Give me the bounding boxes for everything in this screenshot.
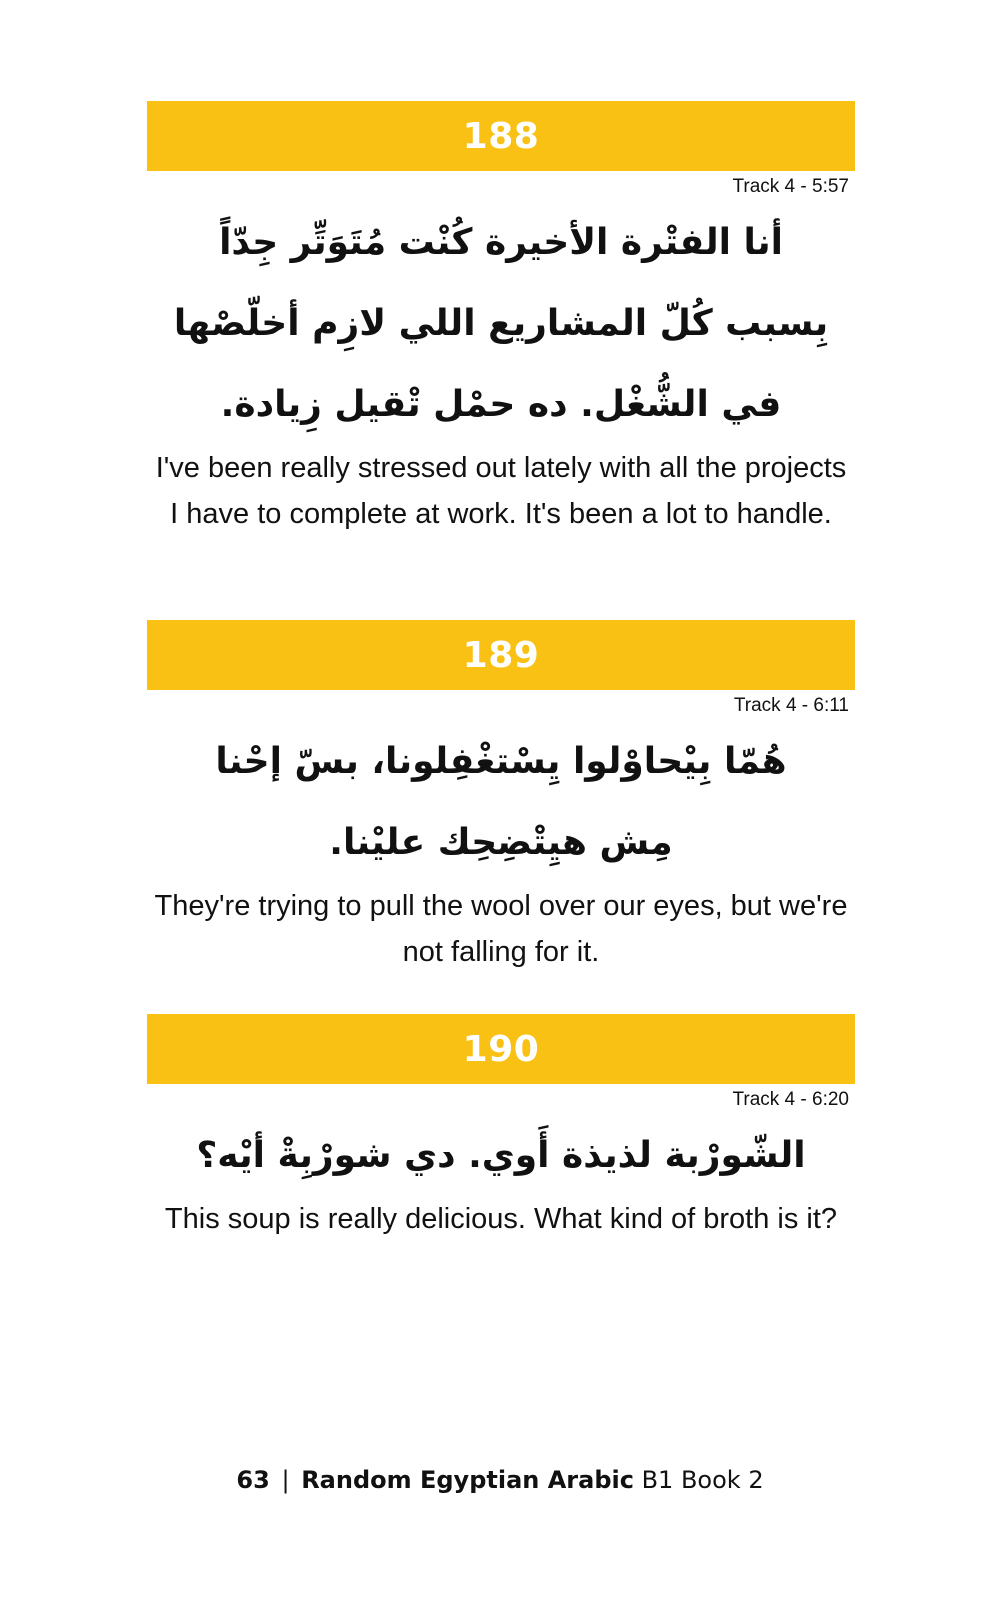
page-number: 63: [236, 1466, 270, 1494]
audio-track-timestamp: Track 4 - 5:57: [732, 176, 849, 197]
entry-number-banner: [147, 1014, 855, 1084]
entry-number-banner: [147, 101, 855, 171]
entry-188: [147, 101, 855, 537]
english-translation: I've been really stressed out lately with all the projects I have to complete at work. It's been a lot to handle.: [155, 452, 847, 530]
entry-number: 188: [462, 115, 540, 157]
audio-track-timestamp: Track 4 - 6:20: [732, 1089, 849, 1110]
english-translation: This soup is really delicious. What kind of broth is it?: [164, 1203, 838, 1235]
entry-189: [147, 620, 855, 975]
arabic-sentence: الشّورْبة لذيذة أَوي. دي شورْبِةْ أيْه؟: [196, 1135, 806, 1176]
audio-track-timestamp: Track 4 - 6:11: [733, 695, 849, 716]
entry-number: 190: [462, 1028, 540, 1070]
entry-number-banner: [147, 620, 855, 690]
footer-separator: |: [281, 1466, 290, 1494]
book-level: B1 Book 2: [641, 1466, 764, 1494]
arabic-sentence: أنا الفتْرة الأخيرة كُنْت مُتَوَتِّر جِدّاً بِسبب كُلّ المشاريع اللي لازِم أخلّصْها في الشُّغْل. ده حمْل تْقيل زِيادة.: [173, 222, 829, 425]
entry-190: [147, 1014, 855, 1242]
book-title: Random Egyptian Arabic: [301, 1466, 634, 1494]
entry-number: 189: [462, 634, 540, 676]
page-footer: [0, 1466, 1000, 1494]
english-translation: They're trying to pull the wool over our eyes, but we're not falling for it.: [154, 890, 848, 968]
arabic-sentence: هُمّا بِيْحاوْلوا يِسْتغْفِلونا، بسّ إحْنا مِش هيِتْضِحِك عليْنا.: [215, 741, 787, 863]
